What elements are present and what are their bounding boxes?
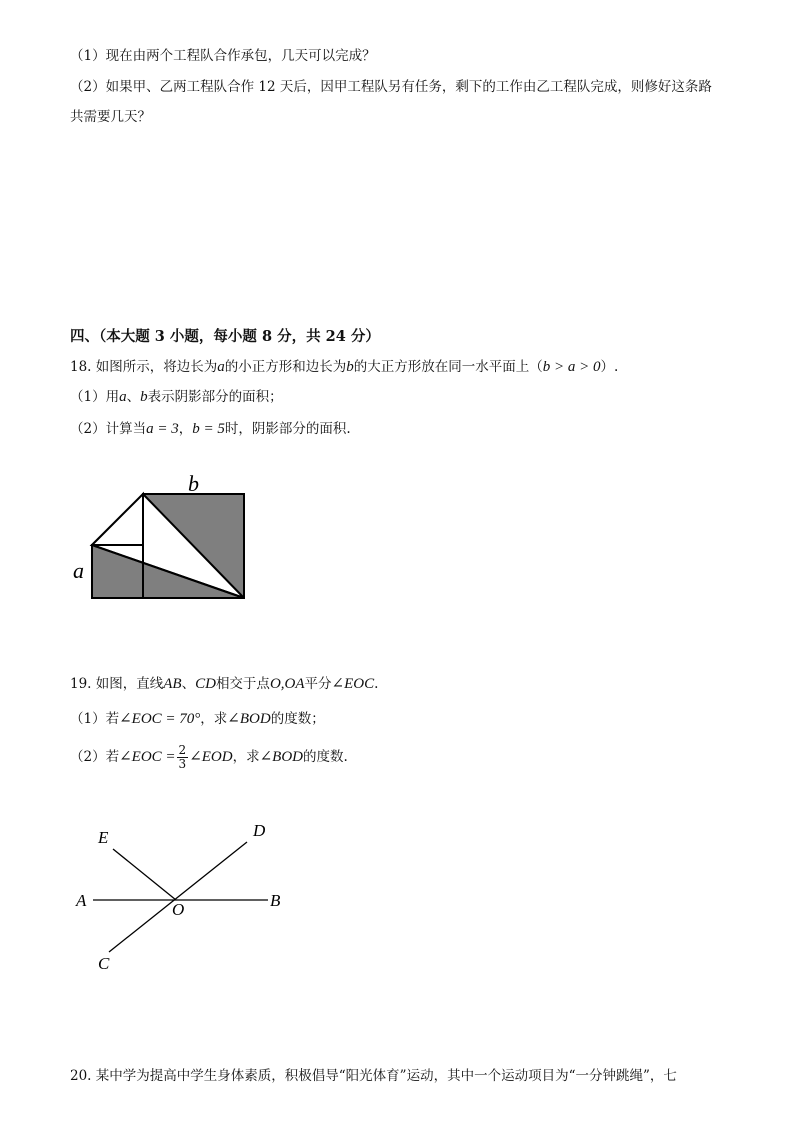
angle-eod: ∠EOD [189, 749, 233, 765]
b-value: b = 5 [192, 421, 225, 437]
q19-intersecting-lines-figure [60, 815, 320, 975]
q19-part2 [70, 743, 348, 771]
q17-part2-line2: 共需要几天？ [70, 109, 151, 125]
line-cd-segment [109, 842, 247, 952]
q18-part1-text: 、 [126, 389, 141, 405]
q18-stem-text: ）. [600, 359, 619, 375]
point-label-c: C [98, 954, 110, 973]
q20-stem: 20. 某中学为提高中学生身体素质，积极倡导“阳光体育”运动，其中一个运动项目为“一分钟跳绳”，七 [70, 1068, 677, 1084]
q18-part2 [70, 419, 351, 439]
point-label-a: A [76, 891, 87, 910]
q19-stem-text: 19. 如图，直线 [70, 676, 164, 692]
fraction-denominator: 3 [178, 757, 187, 771]
q18-stem-text: 18. 如图所示，将边长为 [70, 359, 218, 375]
q19-part1-text: ，求 [200, 711, 228, 727]
angle-bod: ∠BOD [259, 749, 303, 765]
var-a: a [119, 389, 127, 405]
q18-part2-text: ， [178, 421, 193, 437]
line-ab: AB [163, 676, 182, 692]
line-cd: CD [195, 676, 216, 692]
ray-oe [113, 849, 176, 900]
var-b: b [140, 389, 148, 405]
q18-part1-text: 表示阴影部分的面积； [147, 389, 283, 405]
q19-stem-text: 、 [181, 676, 196, 692]
q19-part2-text: （2）若 [70, 749, 120, 765]
q19-stem [70, 674, 378, 694]
q19-part2-text: 的度数. [303, 749, 348, 765]
var-b: b [346, 359, 354, 375]
point-o: O,OA [269, 676, 305, 692]
q19-part1 [70, 709, 325, 729]
point-label-b: B [270, 891, 281, 910]
condition-expr: b > a > 0 [542, 359, 601, 375]
point-label-e: E [98, 828, 109, 847]
point-label-o: O [172, 900, 185, 919]
q18-part2-text: 时，阴影部分的面积. [224, 421, 351, 437]
angle-bod: ∠BOD [227, 711, 271, 727]
eoc-equation: ∠EOC = 70° [119, 711, 201, 727]
angle-eoc: ∠EOC [331, 676, 375, 692]
section-heading: 四、（本大题 3 小题，每小题 8 分，共 24 分） [70, 328, 380, 345]
fraction-numerator: 2 [178, 743, 187, 757]
eoc-lhs: ∠EOC = [119, 749, 176, 765]
fraction [177, 744, 189, 771]
point-label-d: D [253, 821, 266, 840]
q18-stem-text: 的小正方形和边长为 [224, 359, 347, 375]
q18-stem-text: 的大正方形放在同一水平面上（ [353, 359, 543, 375]
q17-part2-line1: （2）如果甲、乙两工程队合作 12 天后，因甲工程队另有任务，剩下的工作由乙工程队完成，则修好这条路 [70, 79, 712, 95]
a-value: a = 3 [146, 421, 179, 437]
q18-part1-text: （1）用 [70, 389, 120, 405]
q18-part2-text: （2）计算当 [70, 421, 147, 437]
label-b: b [188, 471, 199, 496]
q19-part1-text: 的度数； [270, 711, 325, 727]
q19-stem-text: 相交于点 [215, 676, 270, 692]
var-a: a [217, 359, 225, 375]
label-a: a [73, 558, 84, 583]
q18-part1 [70, 387, 283, 407]
q19-part2-text: ，求 [232, 749, 260, 765]
q17-part1: （1）现在由两个工程队合作承包，几天可以完成？ [70, 48, 376, 64]
q18-squares-figure [60, 470, 260, 610]
q18-stem [70, 357, 618, 377]
q19-stem-text: . [374, 676, 379, 692]
q19-part1-text: （1）若 [70, 711, 120, 727]
q19-stem-text: 平分 [304, 676, 332, 692]
